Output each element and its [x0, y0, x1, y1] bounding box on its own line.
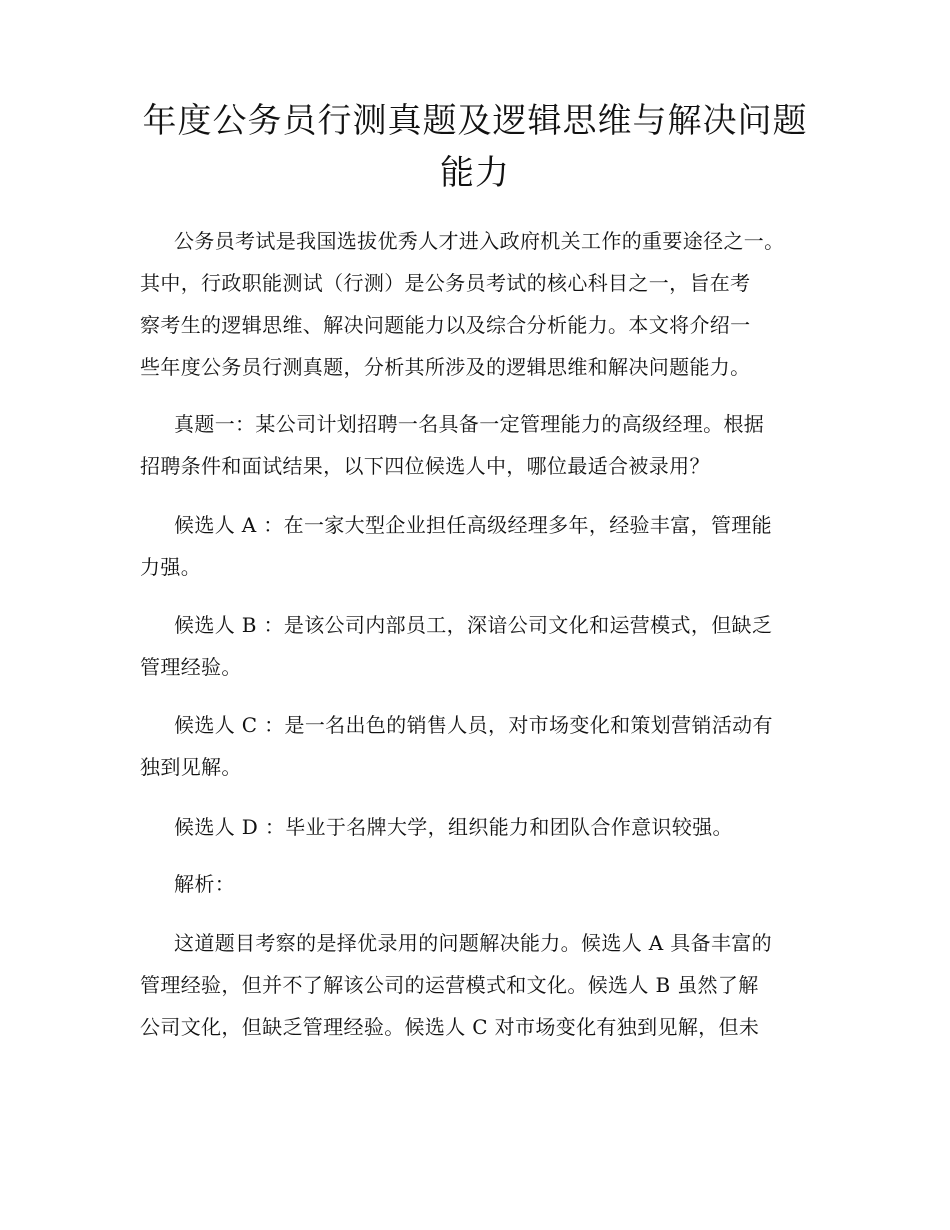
- candidate-d-line: 候选人 D ：毕业于名牌大学，组织能力和团队合作意识较强。: [174, 815, 733, 839]
- candidate-a-line-1: 候选人 A ：在一家大型企业担任高级经理多年，经验丰富，管理能: [174, 513, 773, 537]
- intro-line-1: 公务员考试是我国选拔优秀人才进入政府机关工作的重要途径之一。: [174, 229, 785, 253]
- candidate-b-line-1: 候选人 B ：是该公司内部员工，深谙公司文化和运营模式，但缺乏: [174, 613, 773, 637]
- question-line-1: 真题一：某公司计划招聘一名具备一定管理能力的高级经理。根据: [174, 412, 765, 436]
- analysis-line-2: 管理经验，但并不了解该公司的运营模式和文化。候选人 B 虽然了解: [140, 973, 759, 997]
- candidate-a-line-2: 力强。: [140, 555, 202, 579]
- question-line-2: 招聘条件和面试结果，以下四位候选人中，哪位最适合被录用？: [140, 454, 710, 478]
- document-title-line-1: 年度公务员行测真题及逻辑思维与解决问题: [142, 101, 808, 141]
- document-title-line-2: 能力: [440, 153, 510, 193]
- analysis-line-1: 这道题目考察的是择优录用的问题解决能力。候选人 A 具备丰富的: [174, 931, 773, 955]
- intro-line-4: 些年度公务员行测真题，分析其所涉及的逻辑思维和解决问题能力。: [140, 355, 751, 379]
- analysis-line-3: 公司文化，但缺乏管理经验。候选人 C 对市场变化有独到见解，但未: [140, 1015, 760, 1039]
- candidate-c-line-1: 候选人 C ：是一名出色的销售人员，对市场变化和策划营销活动有: [174, 713, 773, 737]
- candidate-b-line-2: 管理经验。: [140, 655, 242, 679]
- analysis-heading: 解析：: [174, 872, 236, 896]
- intro-line-3: 察考生的逻辑思维、解决问题能力以及综合分析能力。本文将介绍一: [140, 313, 751, 337]
- intro-line-2: 其中，行政职能测试（行测）是公务员考试的核心科目之一，旨在考: [140, 271, 751, 295]
- candidate-c-line-2: 独到见解。: [140, 755, 242, 779]
